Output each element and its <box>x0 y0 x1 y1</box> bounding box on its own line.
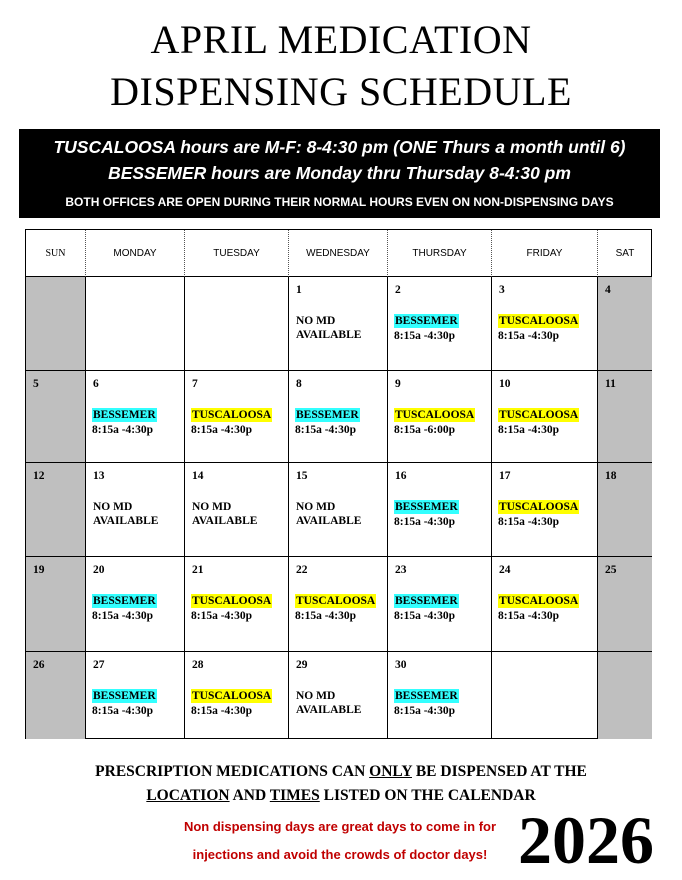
page-title-line1: APRIL MEDICATION <box>150 17 532 62</box>
year: 2026 <box>518 802 654 878</box>
calendar-day-cell <box>289 371 388 463</box>
no-md-text: NO MD <box>192 501 232 513</box>
calendar-day-cell <box>86 652 185 739</box>
day-number: 14 <box>192 470 204 482</box>
tuscaloosa-location-label: TUSCALOOSA <box>499 595 579 607</box>
footer-text: PRESCRIPTION MEDICATIONS CAN <box>95 763 370 780</box>
day-number: 20 <box>93 564 105 576</box>
day-header-monday: MONDAY <box>86 230 185 277</box>
day-number: 23 <box>395 564 407 576</box>
calendar-day-cell <box>185 463 289 557</box>
day-number: 21 <box>192 564 204 576</box>
tuscaloosa-location-label: TUSCALOOSA <box>192 690 272 702</box>
day-number: 6 <box>93 378 99 390</box>
dispensing-time: 8:15a -4:30p <box>394 705 456 717</box>
calendar-day-cell <box>26 277 86 371</box>
tuscaloosa-location-label: TUSCALOOSA <box>192 595 272 607</box>
no-md-text: AVAILABLE <box>296 704 362 716</box>
hours-banner <box>19 129 660 218</box>
dispensing-time: 8:15a -6:00p <box>394 424 456 436</box>
day-number: 17 <box>499 470 511 482</box>
calendar-day-cell <box>598 371 652 463</box>
no-md-text: AVAILABLE <box>296 515 362 527</box>
day-number: 7 <box>192 378 198 390</box>
page-title-line2: DISPENSING SCHEDULE <box>110 69 572 114</box>
day-number: 27 <box>93 659 105 671</box>
calendar-day-cell <box>388 277 492 371</box>
day-number: 28 <box>192 659 204 671</box>
no-md-text: NO MD <box>296 690 336 702</box>
day-number: 11 <box>605 378 616 390</box>
tuscaloosa-location-label: TUSCALOOSA <box>192 409 272 421</box>
calendar-day-cell <box>598 277 652 371</box>
day-number: 24 <box>499 564 511 576</box>
offices-open-note: BOTH OFFICES ARE OPEN DURING THEIR NORMAL HOURS EVEN ON NON-DISPENSING DAYS <box>65 195 614 209</box>
day-header-sun: SUN <box>26 230 86 277</box>
calendar-day-cell <box>26 557 86 652</box>
prescription-note-line1 <box>0 760 682 784</box>
day-number: 18 <box>605 470 617 482</box>
calendar-day-cell <box>289 557 388 652</box>
day-number: 30 <box>395 659 407 671</box>
calendar-day-cell <box>492 652 598 739</box>
footer-times: TIMES <box>269 787 320 804</box>
calendar-day-cell <box>86 371 185 463</box>
bessemer-location-label: BESSEMER <box>93 409 156 421</box>
day-number: 1 <box>296 284 302 296</box>
day-header-tuesday: TUESDAY <box>185 230 289 277</box>
day-number: 29 <box>296 659 308 671</box>
non-dispensing-note-line2: injections and avoid the crowds of doctor days! <box>192 847 488 862</box>
footer-only: ONLY <box>369 763 412 780</box>
day-number: 4 <box>605 284 611 296</box>
calendar-day-cell <box>492 463 598 557</box>
tuscaloosa-location-label: TUSCALOOSA <box>499 315 579 327</box>
calendar-day-cell <box>86 463 185 557</box>
tuscaloosa-location-label: TUSCALOOSA <box>499 409 579 421</box>
day-number: 12 <box>33 470 45 482</box>
calendar-day-cell <box>388 652 492 739</box>
day-number: 19 <box>33 564 45 576</box>
calendar-day-cell <box>388 557 492 652</box>
no-md-text: AVAILABLE <box>93 515 159 527</box>
day-number: 26 <box>33 659 45 671</box>
calendar-day-cell <box>598 557 652 652</box>
calendar-day-cell <box>289 277 388 371</box>
calendar-day-cell <box>26 371 86 463</box>
bessemer-location-label: BESSEMER <box>296 409 359 421</box>
tuscaloosa-location-label: TUSCALOOSA <box>296 595 376 607</box>
footer-text: LISTED ON THE CALENDAR <box>319 787 536 804</box>
dispensing-time: 8:15a -4:30p <box>498 424 560 436</box>
dispensing-time: 8:15a -4:30p <box>295 610 357 622</box>
calendar-day-cell <box>86 557 185 652</box>
no-md-available <box>192 500 257 528</box>
day-number: 2 <box>395 284 401 296</box>
bessemer-location-label: BESSEMER <box>395 315 458 327</box>
tuscaloosa-location-label: TUSCALOOSA <box>395 409 475 421</box>
dispensing-time: 8:15a -4:30p <box>92 610 154 622</box>
day-number: 5 <box>33 378 39 390</box>
no-md-available <box>296 500 361 528</box>
calendar-day-cell <box>185 371 289 463</box>
no-md-available <box>296 689 361 717</box>
dispensing-time: 8:15a -4:30p <box>498 330 560 342</box>
calendar-day-cell <box>598 652 652 739</box>
dispensing-time: 8:15a -4:30p <box>92 705 154 717</box>
dispensing-time: 8:15a -4:30p <box>394 330 456 342</box>
bessemer-location-label: BESSEMER <box>395 595 458 607</box>
day-header-thursday: THURSDAY <box>388 230 492 277</box>
calendar-day-cell <box>492 277 598 371</box>
calendar-day-cell <box>185 652 289 739</box>
day-number: 8 <box>296 378 302 390</box>
footer-text: AND <box>229 787 270 804</box>
day-number: 16 <box>395 470 407 482</box>
calendar-day-cell <box>185 557 289 652</box>
day-number: 3 <box>499 284 505 296</box>
tuscaloosa-hours: TUSCALOOSA hours are M-F: 8-4:30 pm (ONE Thurs a month until 6) <box>53 137 626 157</box>
footer-location: LOCATION <box>146 787 230 804</box>
no-md-text: NO MD <box>93 501 133 513</box>
calendar-day-cell <box>598 463 652 557</box>
bessemer-location-label: BESSEMER <box>93 595 156 607</box>
calendar-grid <box>25 229 652 739</box>
no-md-text: NO MD <box>296 501 336 513</box>
dispensing-time: 8:15a -4:30p <box>498 610 560 622</box>
calendar-day-cell <box>185 277 289 371</box>
dispensing-time: 8:15a -4:30p <box>191 705 253 717</box>
bessemer-location-label: BESSEMER <box>395 690 458 702</box>
day-number: 15 <box>296 470 308 482</box>
day-header-friday: FRIDAY <box>492 230 598 277</box>
tuscaloosa-location-label: TUSCALOOSA <box>499 501 579 513</box>
bessemer-hours: BESSEMER hours are Monday thru Thursday 8-4:30 pm <box>108 163 571 183</box>
day-number: 10 <box>499 378 511 390</box>
bessemer-location-label: BESSEMER <box>93 690 156 702</box>
calendar-day-cell <box>388 463 492 557</box>
calendar-day-cell <box>492 557 598 652</box>
bessemer-location-label: BESSEMER <box>395 501 458 513</box>
calendar-day-cell <box>26 463 86 557</box>
dispensing-time: 8:15a -4:30p <box>394 516 456 528</box>
dispensing-time: 8:15a -4:30p <box>498 516 560 528</box>
calendar-day-cell <box>492 371 598 463</box>
day-header-sat: SAT <box>598 230 652 277</box>
no-md-text: AVAILABLE <box>296 329 362 341</box>
calendar-day-cell <box>388 371 492 463</box>
dispensing-time: 8:15a -4:30p <box>92 424 154 436</box>
dispensing-time: 8:15a -4:30p <box>191 424 253 436</box>
no-md-text: AVAILABLE <box>192 515 258 527</box>
day-number: 25 <box>605 564 617 576</box>
dispensing-time: 8:15a -4:30p <box>295 424 357 436</box>
calendar-day-cell <box>26 652 86 739</box>
dispensing-time: 8:15a -4:30p <box>394 610 456 622</box>
footer-text: BE DISPENSED AT THE <box>411 763 587 780</box>
no-md-available <box>93 500 158 528</box>
day-number: 22 <box>296 564 308 576</box>
calendar-day-cell <box>86 277 185 371</box>
calendar-day-cell <box>289 463 388 557</box>
day-number: 9 <box>395 378 401 390</box>
dispensing-time: 8:15a -4:30p <box>191 610 253 622</box>
non-dispensing-note-line1: Non dispensing days are great days to come in for <box>183 819 497 834</box>
no-md-available <box>296 314 361 342</box>
no-md-text: NO MD <box>296 315 336 327</box>
calendar-day-cell <box>289 652 388 739</box>
day-header-wednesday: WEDNESDAY <box>289 230 388 277</box>
day-number: 13 <box>93 470 105 482</box>
